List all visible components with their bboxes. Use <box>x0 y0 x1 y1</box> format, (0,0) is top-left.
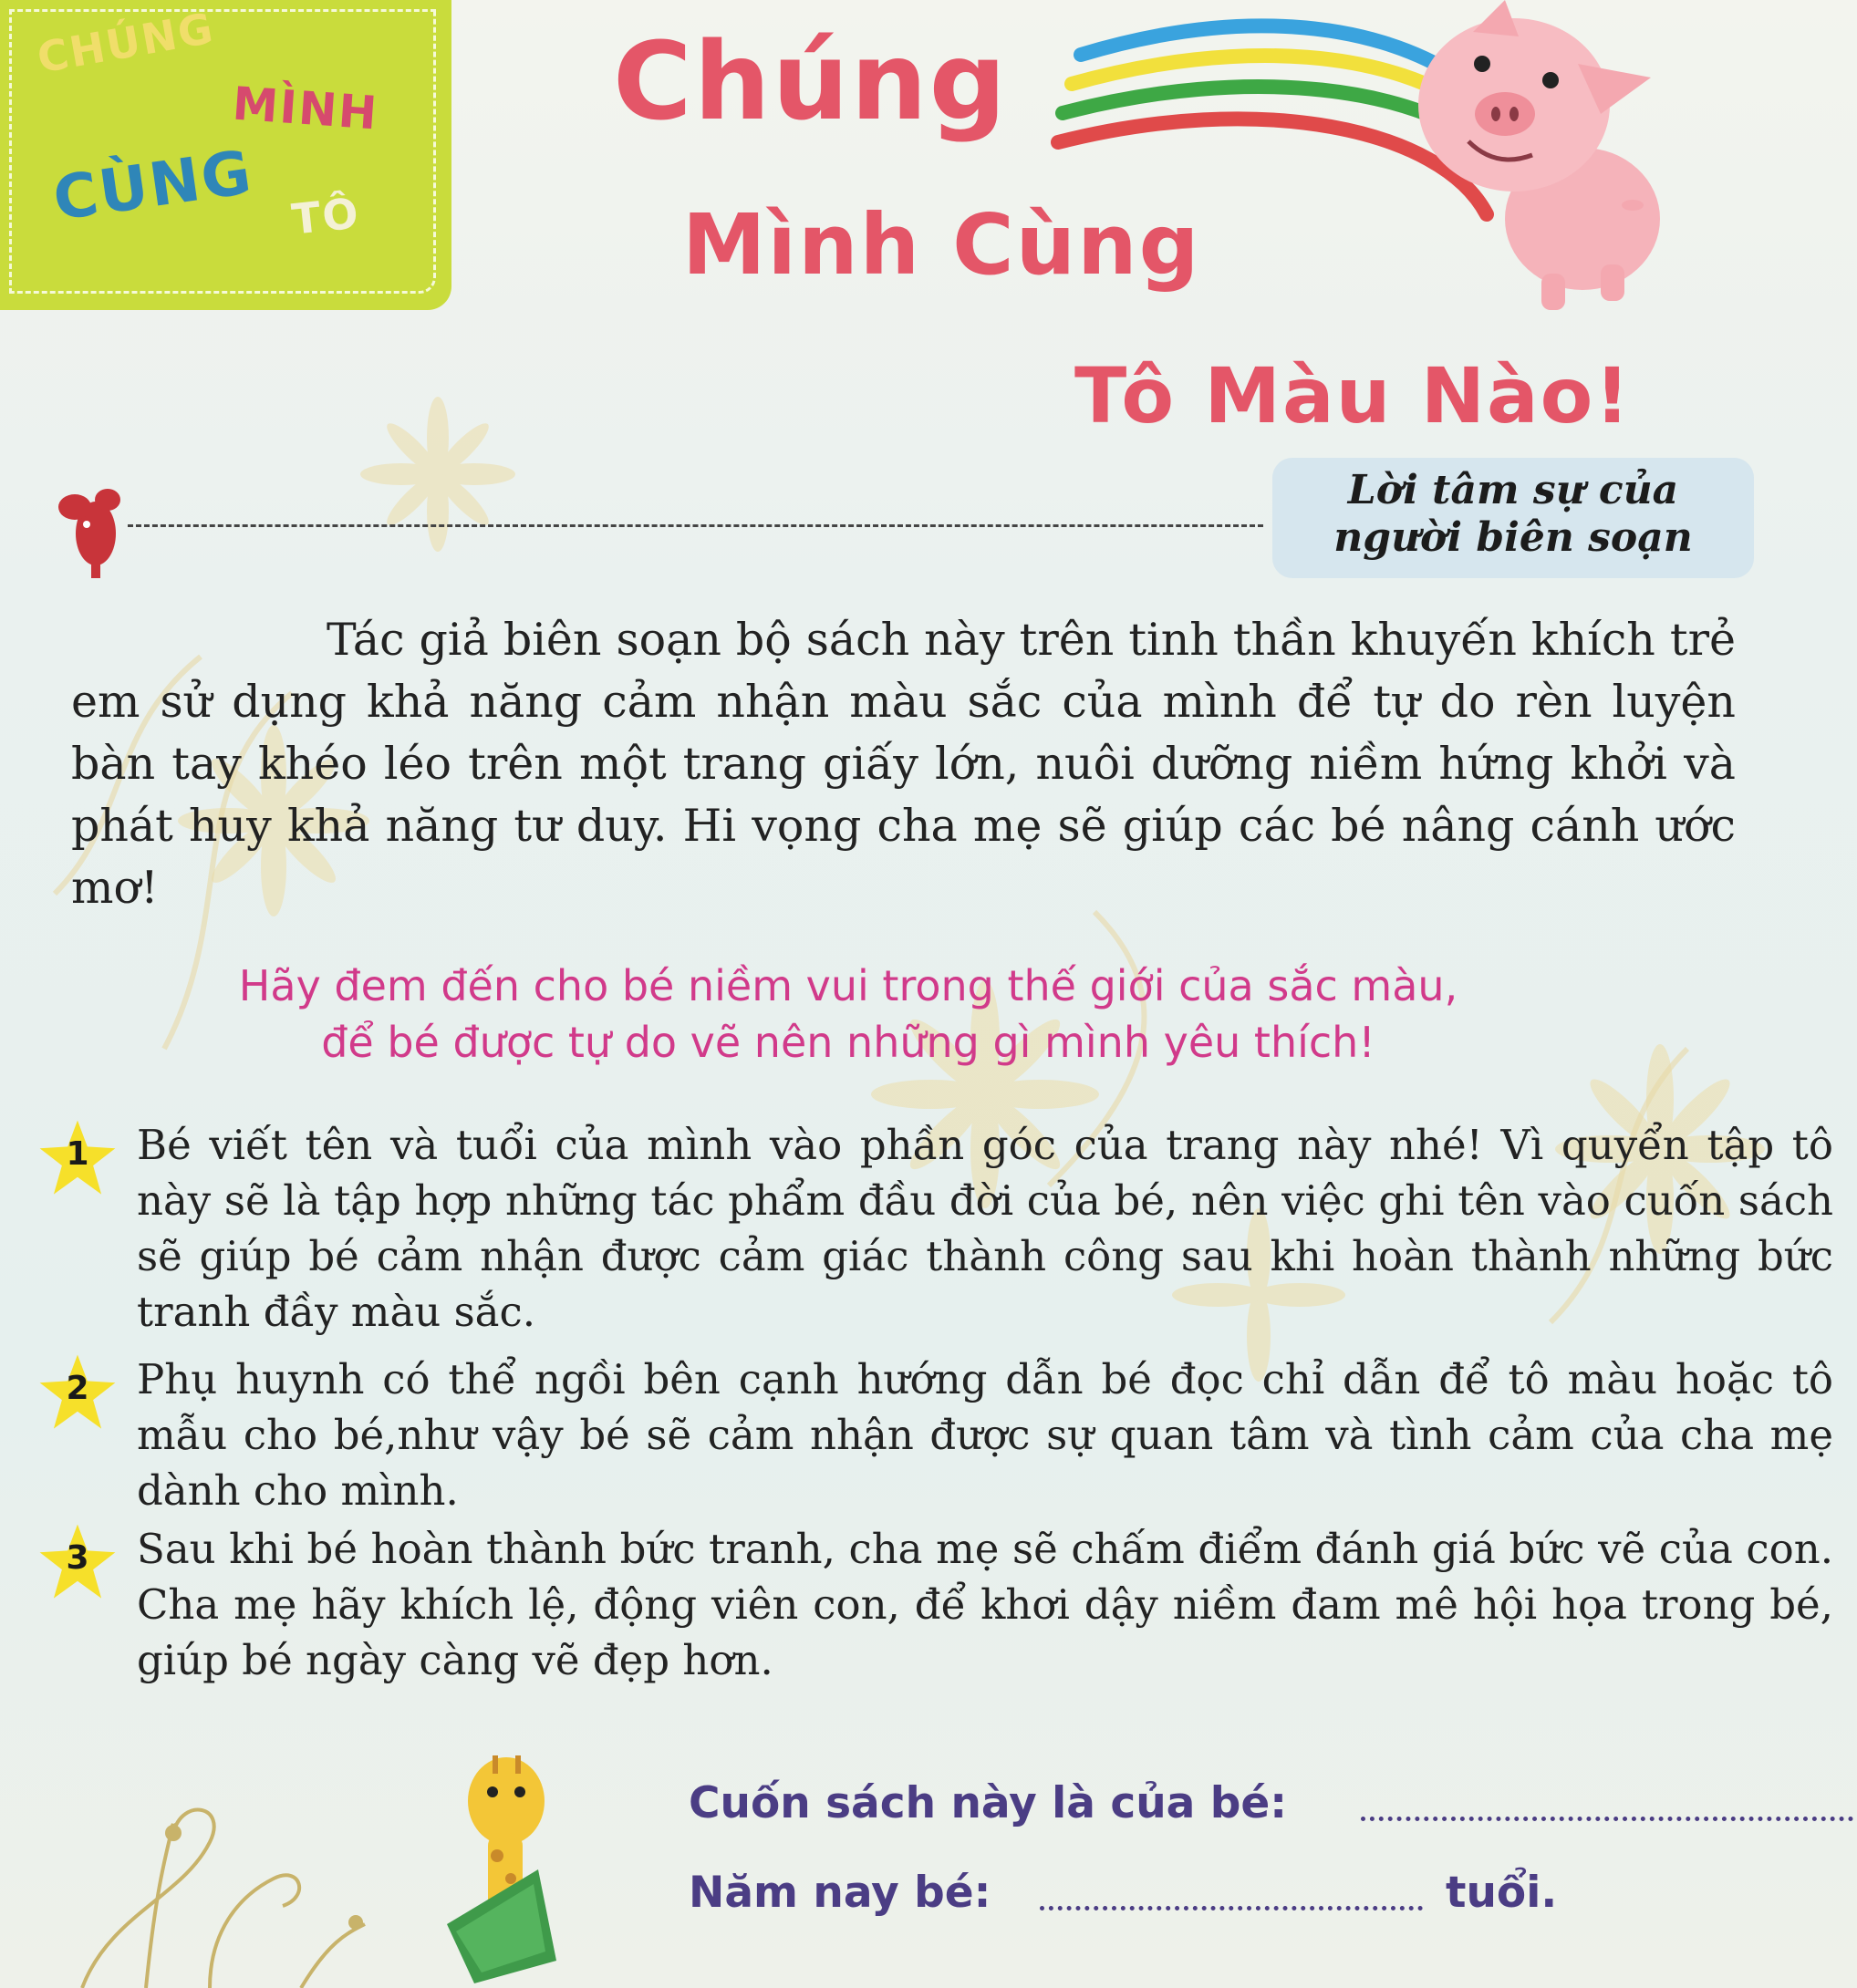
title-line-2: Mình Cùng <box>682 196 1201 294</box>
owner-label: Cuốn sách này là của bé: <box>689 1778 1288 1828</box>
age-unit-label: tuổi. <box>1446 1868 1558 1918</box>
slogan-line-2: để bé được tự do vẽ nên những gì mình yêu thích! <box>321 1018 1375 1067</box>
slogan-line-1: Hãy đem đến cho bé niềm vui trong thế giới của sắc màu, <box>238 961 1458 1010</box>
section-heading-box <box>1272 458 1754 578</box>
badge-word-to: TÔ <box>289 188 363 244</box>
giraffe-icon <box>0 0 638 1988</box>
item-number: 3 <box>66 1539 89 1577</box>
title-line-3: Tô Màu Nào! <box>1074 351 1632 440</box>
item-number: 2 <box>66 1370 89 1407</box>
pig-icon <box>1418 0 1660 310</box>
title-line-1: Chúng <box>613 18 1009 144</box>
item-number: 1 <box>66 1135 89 1173</box>
item-text: Bé viết tên và tuổi của mình vào phần góc của trang này nhé! Vì quyển tập tô này sẽ là tập hợp những tác phẩm đầu đời của bé, nên việc ghi tên vào cuốn sách sẽ giúp bé cảm nhận được cảm giác thành công sau khi hoàn thành những bức tranh đầy màu sắc. <box>137 1121 1833 1336</box>
badge-word-minh: MÌNH <box>231 77 380 140</box>
badge-word-chung: CHÚNG <box>33 3 219 83</box>
age-field[interactable] <box>1040 1906 1423 1910</box>
section-heading-line-2: người biên soạn <box>1333 514 1693 561</box>
owner-name-field[interactable] <box>1361 1817 1853 1821</box>
item-text: Phụ huynh có thể ngồi bên cạnh hướng dẫn bé đọc chỉ dẫn để tô màu hoặc tô mẫu cho bé,như vậy bé sẽ cảm nhận được sự quan tâm và tình cảm của cha mẹ dành cho mình. <box>137 1355 1833 1515</box>
section-heading-line-1: Lời tâm sự của <box>1347 467 1679 513</box>
item-text: Sau khi bé hoàn thành bức tranh, cha mẹ sẽ chấm điểm đánh giá bức vẽ của con. Cha mẹ hãy khích lệ, động viên con, để khơi dậy niềm đam mê hội họa trong bé, giúp bé ngày càng vẽ đẹp hơn. <box>137 1525 1833 1684</box>
badge-word-cung: CÙNG <box>48 137 257 234</box>
age-label: Năm nay bé: <box>689 1868 991 1918</box>
intro-paragraph: Tác giả biên soạn bộ sách này trên tinh thần khuyến khích trẻ em sử dụng khả năng cảm nhận màu sắc của mình để tự do rèn luyện bàn tay khéo léo trên một trang giấy lớn, nuôi dưỡng niềm hứng khởi và phát huy khả năng tư duy. Hi vọng cha mẹ sẽ giúp các bé nâng cánh ước mơ! <box>71 614 1736 914</box>
